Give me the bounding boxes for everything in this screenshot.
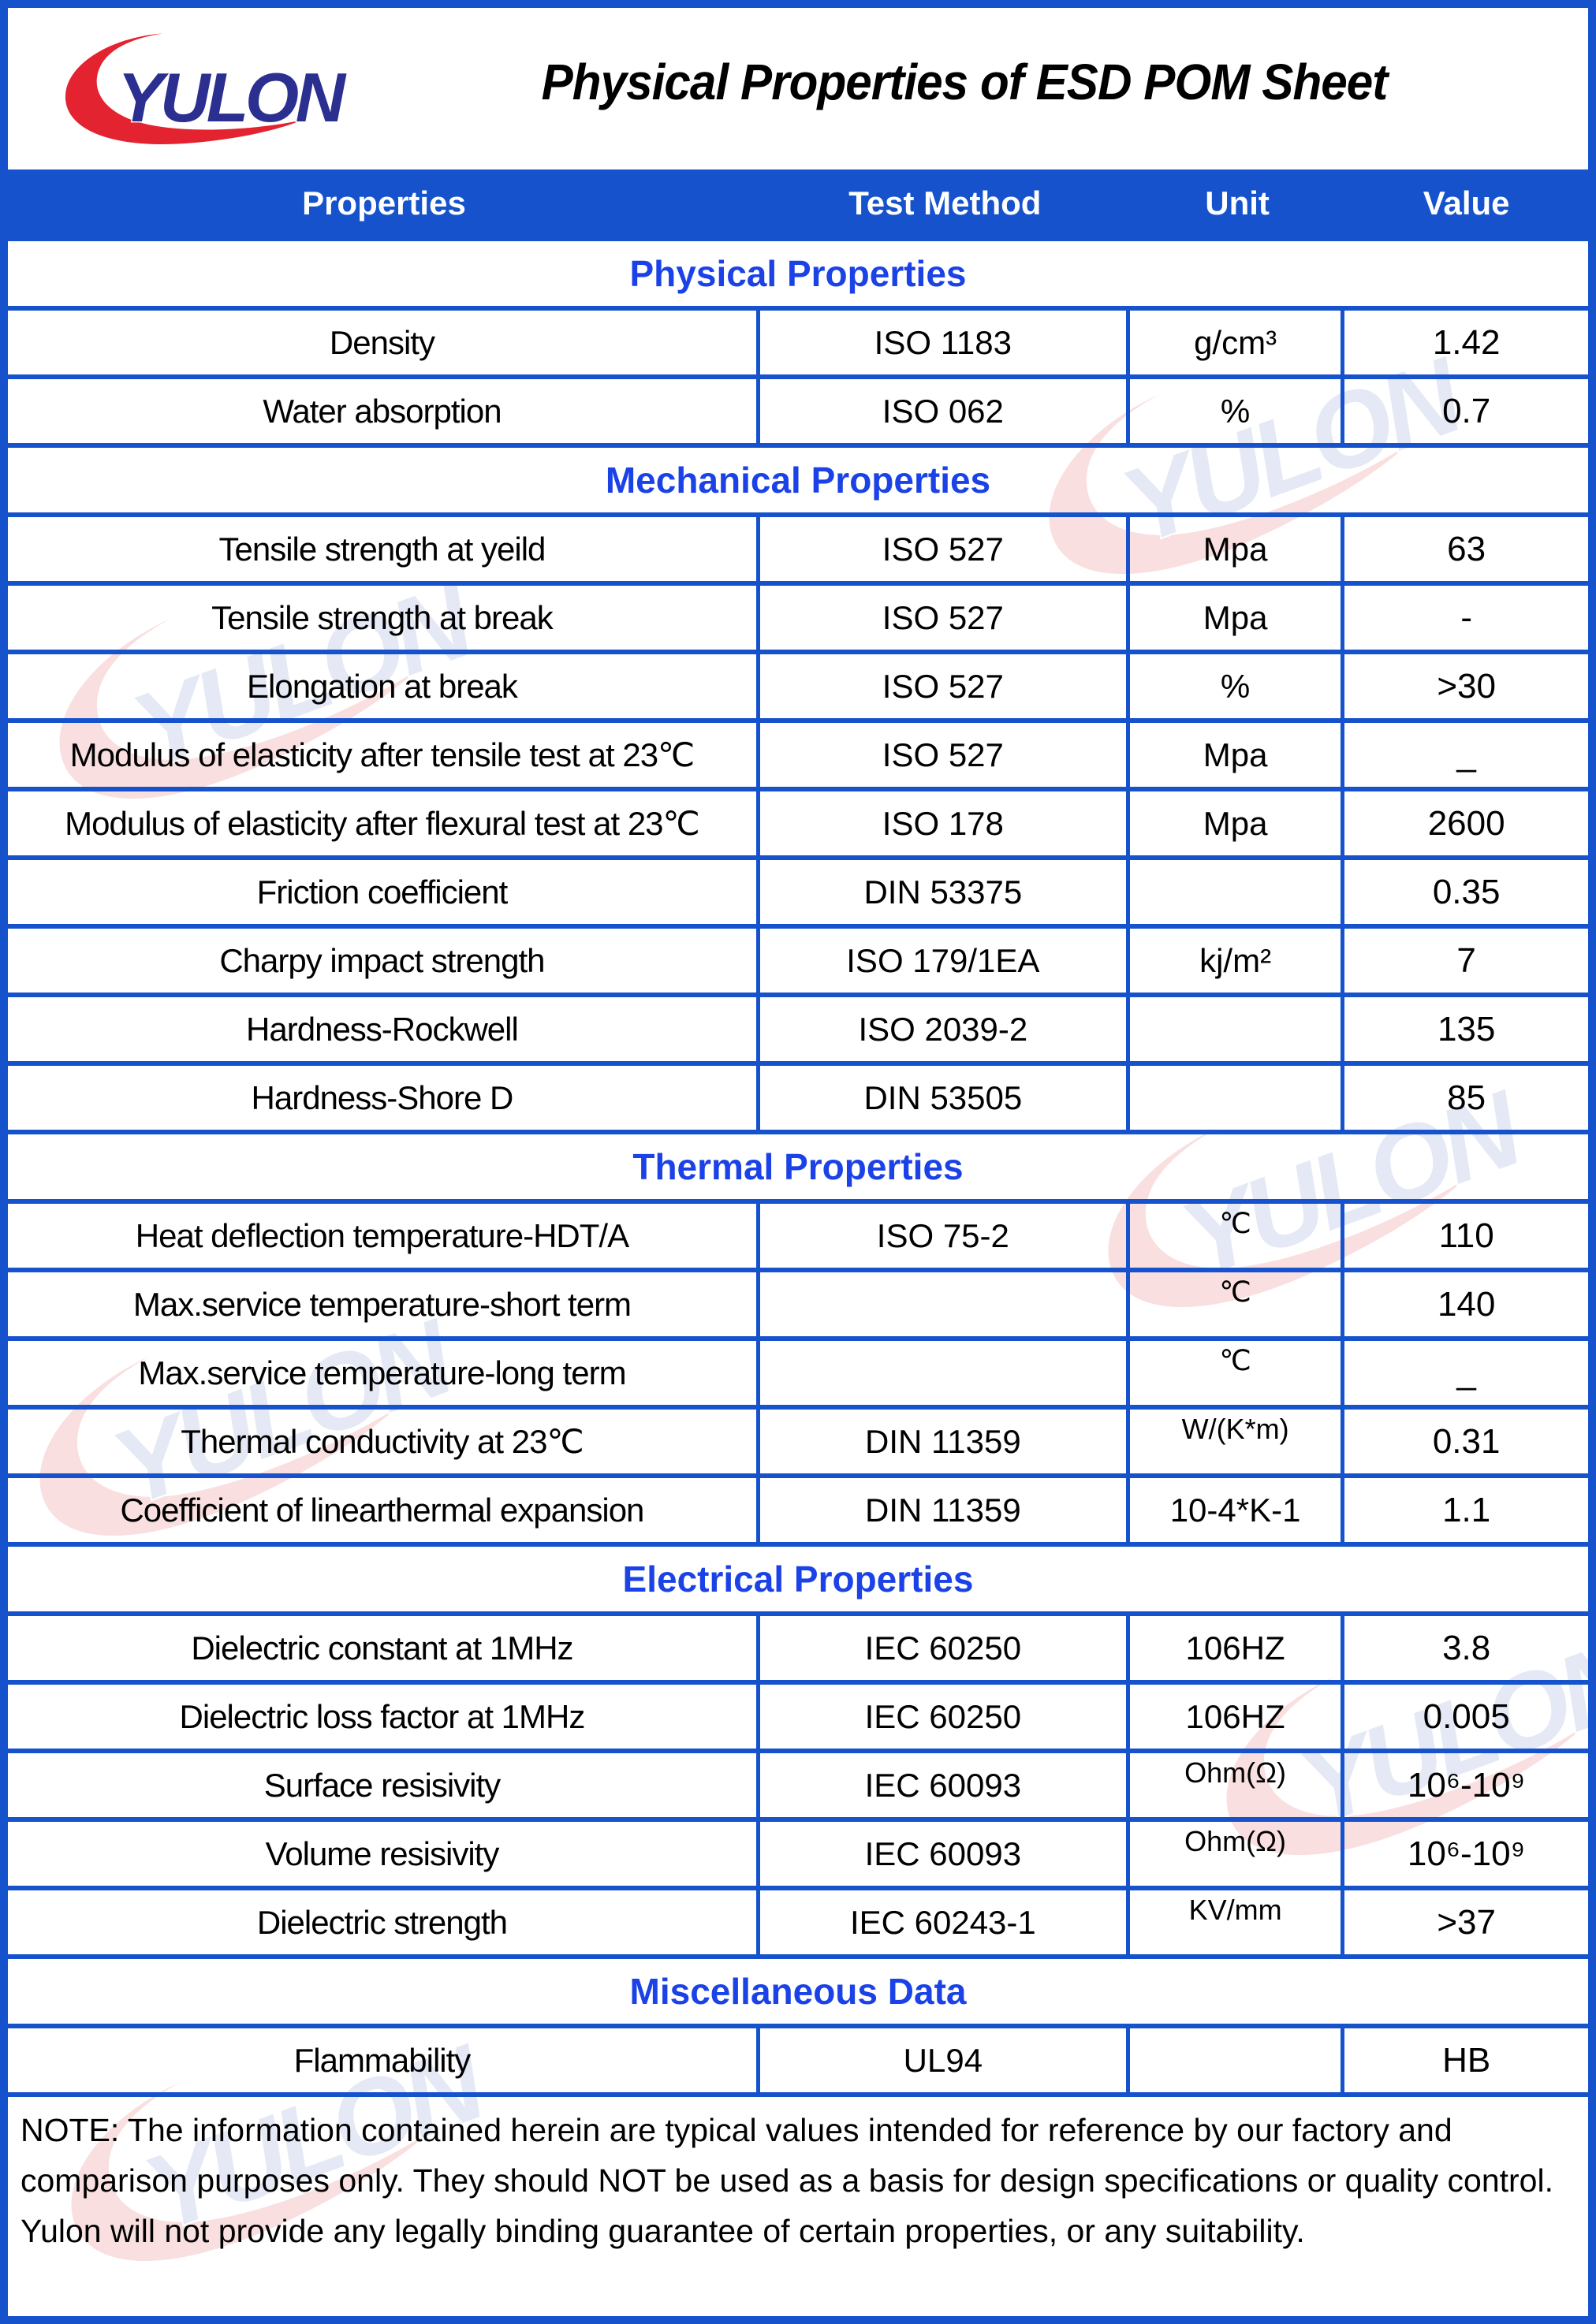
table-body xyxy=(8,236,1588,2092)
cell-property: Coefficient of linearthermal expansion xyxy=(8,1478,760,1542)
section-header xyxy=(8,1954,1588,2024)
cell-unit: Mpa xyxy=(1130,723,1345,787)
cell-value: - xyxy=(1460,598,1472,637)
cell-method: IEC 60093 xyxy=(760,1822,1130,1886)
page-content xyxy=(8,8,1588,2316)
section-header xyxy=(8,443,1588,512)
table-row xyxy=(8,306,1588,374)
cell-method xyxy=(760,1341,1130,1405)
table-row xyxy=(8,1336,1588,1405)
cell-property: Heat deflection temperature-HDT/A xyxy=(8,1204,760,1268)
cell-property: Max.service temperature-long term xyxy=(8,1341,760,1405)
table-row xyxy=(8,787,1588,855)
cell-method: IEC 60093 xyxy=(760,1753,1130,1817)
table-row xyxy=(8,1061,1588,1130)
cell-unit: W/(K*m) xyxy=(1130,1410,1345,1473)
section-header xyxy=(8,236,1588,306)
section-title: Thermal Properties xyxy=(632,1146,964,1187)
section-title: Mechanical Properties xyxy=(605,460,991,501)
cell-value: 1.42 xyxy=(1432,322,1501,362)
cell-method: DIN 53505 xyxy=(760,1066,1130,1130)
section-header xyxy=(8,1542,1588,1611)
table-row xyxy=(8,924,1588,993)
cell-value: 10⁶-10⁹ xyxy=(1407,1834,1526,1873)
cell-unit: Mpa xyxy=(1130,791,1345,855)
cell-value: _ xyxy=(1456,1353,1476,1391)
cell-property: Dielectric loss factor at 1MHz xyxy=(8,1685,760,1749)
title-bar xyxy=(8,8,1588,169)
cell-value: 63 xyxy=(1447,529,1486,568)
cell-value: 7 xyxy=(1456,940,1476,980)
cell-value: 1.1 xyxy=(1442,1490,1491,1529)
cell-unit: ℃ xyxy=(1130,1341,1345,1405)
cell-value: >37 xyxy=(1437,1902,1496,1942)
cell-property: Surface resisivity xyxy=(8,1753,760,1817)
cell-unit: ℃ xyxy=(1130,1204,1345,1268)
cell-method: DIN 11359 xyxy=(760,1478,1130,1542)
cell-unit: KV/mm xyxy=(1130,1890,1345,1954)
cell-method: IEC 60250 xyxy=(760,1685,1130,1749)
cell-method: ISO 2039-2 xyxy=(760,997,1130,1061)
cell-value: 135 xyxy=(1437,1009,1496,1048)
cell-unit: 10-4*K-1 xyxy=(1130,1478,1345,1542)
cell-unit xyxy=(1130,2028,1345,2092)
cell-value: 0.7 xyxy=(1442,391,1491,430)
cell-unit: kj/m² xyxy=(1130,929,1345,993)
cell-method: DIN 53375 xyxy=(760,860,1130,924)
column-header-test-method: Test Method xyxy=(848,184,1042,222)
cell-method: ISO 1183 xyxy=(760,311,1130,374)
cell-value: 0.005 xyxy=(1423,1696,1510,1736)
table-row xyxy=(8,1268,1588,1336)
cell-property: Dielectric strength xyxy=(8,1890,760,1954)
cell-property: Dielectric constant at 1MHz xyxy=(8,1616,760,1680)
section-title: Miscellaneous Data xyxy=(629,1971,967,2012)
table-row xyxy=(8,581,1588,650)
table-row xyxy=(8,1405,1588,1473)
section-title: Electrical Properties xyxy=(622,1559,974,1600)
table-row xyxy=(8,1680,1588,1749)
cell-unit: 106HZ xyxy=(1130,1616,1345,1680)
cell-method: UL94 xyxy=(760,2028,1130,2092)
cell-unit: % xyxy=(1130,654,1345,718)
cell-value: 85 xyxy=(1447,1078,1486,1117)
cell-value: 0.31 xyxy=(1432,1421,1501,1461)
cell-unit: Ohm(Ω) xyxy=(1130,1753,1345,1817)
cell-unit: Mpa xyxy=(1130,517,1345,581)
table-row xyxy=(8,374,1588,443)
table-header-row xyxy=(8,169,1588,236)
cell-unit: % xyxy=(1130,379,1345,443)
cell-value: 0.35 xyxy=(1432,872,1501,911)
cell-property: Water absorption xyxy=(8,379,760,443)
page-title: Physical Properties of ESD POM Sheet xyxy=(541,53,1388,110)
cell-method: ISO 527 xyxy=(760,586,1130,650)
cell-value: 140 xyxy=(1437,1284,1496,1324)
table-row xyxy=(8,2024,1588,2092)
note-text: NOTE: The information contained herein are typical values intended for reference by our factory and comparison purposes only. They should NOT be used as a basis for design specifications or quality control. Yulon will not provide any legally binding guarantee of certain properties, or any suitability. xyxy=(8,2092,1588,2316)
table-row xyxy=(8,1749,1588,1817)
table-row xyxy=(8,718,1588,787)
cell-property: Modulus of elasticity after tensile test at 23℃ xyxy=(8,723,760,787)
cell-property: Flammability xyxy=(8,2028,760,2092)
cell-unit: ℃ xyxy=(1130,1272,1345,1336)
table-row xyxy=(8,1611,1588,1680)
cell-method: DIN 11359 xyxy=(760,1410,1130,1473)
cell-method: ISO 527 xyxy=(760,654,1130,718)
cell-method: ISO 178 xyxy=(760,791,1130,855)
table-row xyxy=(8,1817,1588,1886)
cell-method: ISO 527 xyxy=(760,723,1130,787)
column-header-properties: Properties xyxy=(302,184,466,222)
section-title: Physical Properties xyxy=(629,253,967,294)
cell-property: Max.service temperature-short term xyxy=(8,1272,760,1336)
cell-method: IEC 60243-1 xyxy=(760,1890,1130,1954)
table-row xyxy=(8,512,1588,581)
cell-method: ISO 75-2 xyxy=(760,1204,1130,1268)
cell-property: Hardness-Shore D xyxy=(8,1066,760,1130)
column-header-unit: Unit xyxy=(1205,184,1270,222)
cell-property: Friction coefficient xyxy=(8,860,760,924)
table-row xyxy=(8,650,1588,718)
cell-unit xyxy=(1130,860,1345,924)
cell-property: Thermal conductivity at 23℃ xyxy=(8,1410,760,1473)
cell-property: Modulus of elasticity after flexural test at 23℃ xyxy=(8,791,760,855)
column-header-value: Value xyxy=(1423,184,1510,222)
cell-property: Elongation at break xyxy=(8,654,760,718)
cell-property: Hardness-Rockwell xyxy=(8,997,760,1061)
table-row xyxy=(8,1199,1588,1268)
cell-property: Volume resisivity xyxy=(8,1822,760,1886)
cell-method xyxy=(760,1272,1130,1336)
cell-property: Density xyxy=(8,311,760,374)
cell-value: 110 xyxy=(1438,1216,1494,1255)
yulon-logo xyxy=(41,26,380,152)
cell-unit: g/cm³ xyxy=(1130,311,1345,374)
cell-value: _ xyxy=(1456,735,1476,773)
cell-property: Tensile strength at yeild xyxy=(8,517,760,581)
cell-property: Charpy impact strength xyxy=(8,929,760,993)
section-header xyxy=(8,1130,1588,1199)
cell-value: >30 xyxy=(1437,666,1496,706)
cell-method: IEC 60250 xyxy=(760,1616,1130,1680)
table-row xyxy=(8,1473,1588,1542)
table-row xyxy=(8,1886,1588,1954)
table-row xyxy=(8,993,1588,1061)
cell-unit: Ohm(Ω) xyxy=(1130,1822,1345,1886)
cell-method: ISO 179/1EA xyxy=(760,929,1130,993)
cell-value: 10⁶-10⁹ xyxy=(1407,1765,1526,1804)
table-row xyxy=(8,855,1588,924)
cell-value: 2600 xyxy=(1427,803,1505,843)
cell-unit xyxy=(1130,997,1345,1061)
cell-value: HB xyxy=(1442,2040,1491,2080)
cell-method: ISO 062 xyxy=(760,379,1130,443)
cell-value: 3.8 xyxy=(1442,1628,1491,1667)
cell-unit xyxy=(1130,1066,1345,1130)
cell-method: ISO 527 xyxy=(760,517,1130,581)
cell-unit: Mpa xyxy=(1130,586,1345,650)
cell-unit: 106HZ xyxy=(1130,1685,1345,1749)
cell-property: Tensile strength at break xyxy=(8,586,760,650)
